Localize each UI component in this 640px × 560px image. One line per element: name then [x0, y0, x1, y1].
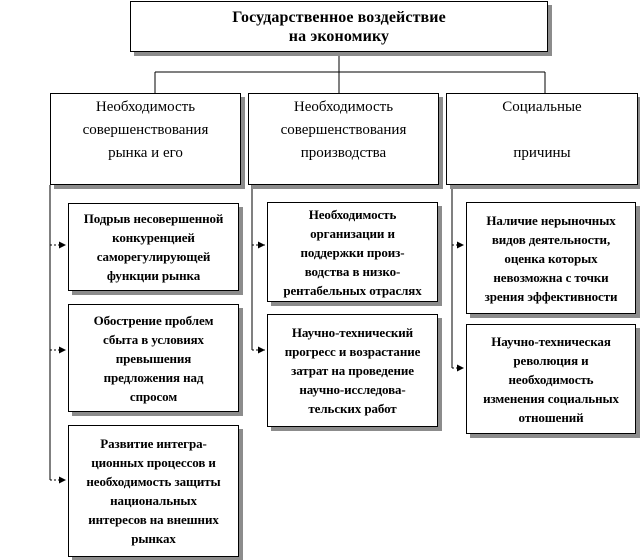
reason-box: [267, 202, 438, 302]
reason-box: [68, 203, 239, 291]
reason-box: [68, 425, 239, 557]
reason-text: Наличие нерыночных видов деятельности, оценка которых невозможна с точки зрения эффективности: [484, 212, 618, 304]
reason-text: Обострение проблем сбыта в условиях превышения предложения над спросом: [93, 312, 214, 404]
category-production-box: [248, 93, 439, 185]
category-label: Необходимость совершенствования рынка и его: [82, 99, 209, 161]
category-market-box: [50, 93, 241, 185]
category-label: Необходимость совершенствования производства: [280, 99, 407, 161]
reason-box: [466, 202, 636, 314]
reason-box: [466, 324, 636, 434]
reason-text: Научно-техническая революция и необходимость изменения социальных отношений: [483, 333, 619, 425]
category-social-box: [446, 93, 638, 185]
reason-text: Развитие интегра- ционных процессов и необходимость защиты национальных интересов на внешних рынках: [86, 436, 221, 546]
reason-box: [267, 314, 438, 427]
category-label: Социальные причины: [502, 99, 582, 161]
diagram-title: Государственное воздействие на экономику: [232, 8, 446, 45]
title-box: [130, 1, 548, 52]
reason-text: Научно-технический прогресс и возрастание затрат на проведение научно-исследова- тельских работ: [284, 325, 421, 416]
reason-text: Необходимость организации и поддержки произ- водства в низко- рентабельных отраслях: [283, 206, 422, 298]
reason-box: [68, 304, 239, 412]
reason-text: Подрыв несовершенной конкуренцией саморегулирующей функции рынка: [83, 211, 224, 283]
